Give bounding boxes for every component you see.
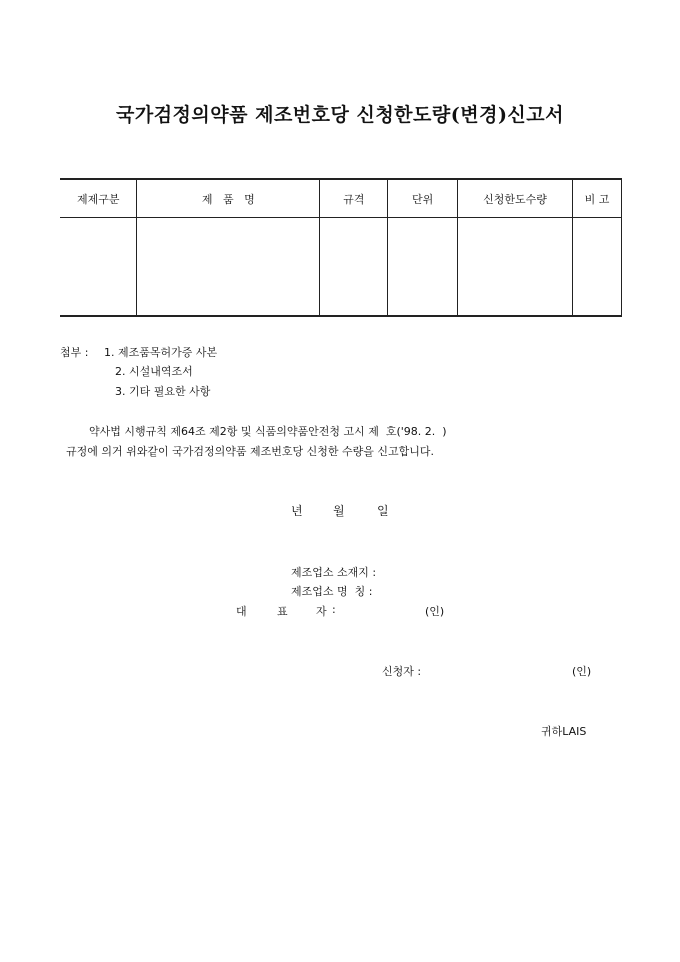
recipient: 귀하LAIS	[541, 725, 587, 738]
manufacturer-name-label: 제조업소 명 칭 :	[291, 585, 373, 598]
representative-label-char: 대	[236, 605, 247, 618]
col-header-unit: 단위	[388, 179, 458, 218]
representative-label-char: 표	[277, 605, 288, 618]
col-header-category: 제제구분	[60, 179, 137, 218]
attachment-item: 1. 제조품목허가증 사본	[104, 346, 218, 359]
applicant-label: 신청자 :	[382, 665, 422, 678]
col-header-requested-limit: 신청한도수량	[458, 179, 573, 218]
cell-remarks[interactable]	[572, 218, 621, 317]
representative-label-char: 자	[316, 605, 327, 618]
manufacturer-address-label: 제조업소 소재지 :	[291, 566, 377, 579]
statement-line-1: 약사법 시행규칙 제64조 제2항 및 식품의약품안전청 고시 제 호('98. 2. )	[89, 425, 447, 438]
cell-product-name[interactable]	[137, 218, 320, 317]
col-header-spec: 규격	[320, 179, 388, 218]
attachment-item: 3. 기타 필요한 사항	[115, 385, 211, 398]
table-row	[60, 218, 622, 317]
applicant-seal: (인)	[572, 665, 592, 678]
table-header-row	[60, 179, 622, 218]
col-header-remarks: 비 고	[572, 179, 621, 218]
statement-line-2: 규정에 의거 위와같이 국가검정의약품 제조번호당 신청한 수량을 신고합니다.	[66, 445, 435, 458]
representative-seal: (인)	[425, 605, 445, 618]
representative-colon: :	[332, 603, 336, 616]
cell-unit[interactable]	[388, 218, 458, 317]
product-table	[60, 178, 622, 317]
attachments-label: 첨부 :	[60, 346, 89, 359]
date-year: 년	[291, 504, 303, 518]
col-header-product-name: 제 품 명	[137, 179, 320, 218]
cell-spec[interactable]	[320, 218, 388, 317]
cell-category[interactable]	[60, 218, 137, 317]
date-day: 일	[377, 504, 389, 518]
attachment-item: 2. 시설내역조서	[115, 365, 193, 378]
date-month: 월	[333, 504, 345, 518]
page-title: 국가검정의약품 제조번호당 신청한도량(변경)신고서	[116, 104, 564, 126]
cell-requested-limit[interactable]	[458, 218, 573, 317]
